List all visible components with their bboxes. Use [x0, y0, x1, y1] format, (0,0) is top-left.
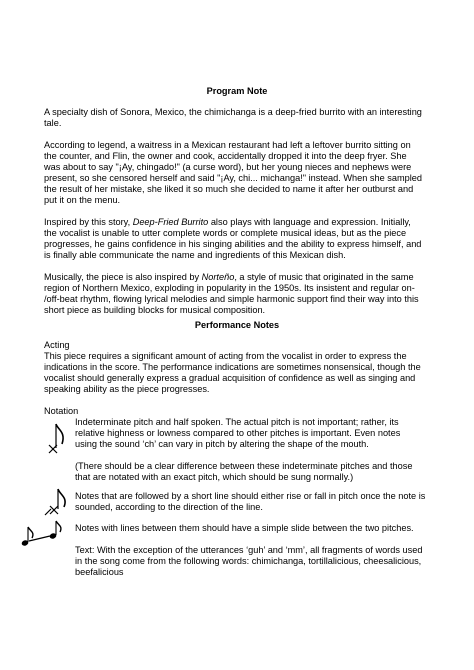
note3-line-1: Notes with lines between them should have a simple slide between the two pitches.	[75, 523, 414, 533]
para3-line-3: progresses, he gains confidence in his singing abilities and the ability to express himself, and	[44, 239, 422, 249]
text-note-line-2: in the song come from the following words: chimichanga, tortillalicious, cheesalicious,	[75, 556, 422, 566]
note1b-line-2: that are notated with an exact pitch, which should be sung normally.)	[75, 472, 354, 482]
para3-line-4: is finally able communicate the name and ingredients of this Mexican dish.	[44, 250, 346, 260]
note1-line-3: using the sound ‘ch’ can vary in pitch by altering the shape of the mouth.	[75, 439, 369, 449]
note1-line-1: Indeterminate pitch and half spoken. The actual pitch is not important; rather, its	[75, 417, 399, 427]
para3-line-1	[44, 217, 411, 228]
norteno-term: Norteño	[201, 272, 235, 282]
x-notehead-eighth-note-icon	[46, 422, 68, 458]
text-note-line-3: beefalicious	[75, 567, 124, 577]
note1b-line-1: (There should be a clear difference between these indeterminate pitches and those	[75, 461, 413, 471]
acting-line-3: vocalist should generally express a gradual acquisition of confidence as well as singing and	[44, 373, 416, 383]
para2-line-6: put it on the menu.	[44, 195, 121, 205]
para3-line-2: the vocalist is unable to utter complete words or complete musical ideas, but as the piece	[44, 228, 407, 238]
para4-line-3: /off-beat rhythm, flowing lyrical melodies and simple harmonic support find their way into this	[44, 294, 419, 304]
para2-line-4: present, so she censored herself and said "¡Ay, chi... michanga!" instead. When she sampled	[44, 173, 422, 183]
acting-line-4: speaking ability as the piece progresses.	[44, 384, 210, 394]
para2-line-5: the result of her mistake, she liked it so much she decided to name it after her outburst and	[44, 184, 414, 194]
para3-line-1-end: also plays with language and expression. Initially,	[208, 217, 411, 227]
acting-line-2: indications in the score. The performance indications are sometimes nonsensical, though the	[44, 362, 421, 372]
notation-heading: Notation	[44, 406, 79, 416]
para1-line-2: tale.	[44, 118, 62, 128]
para4-line-4: short piece as building blocks for musical composition.	[44, 305, 266, 315]
para2-line-1: According to legend, a waitress in a Mexican restaurant had left a leftover burrito sitting on	[44, 140, 411, 150]
para2-line-2: the counter, and Flin, the owner and cook, accidentally dropped it into the deep fryer. She	[44, 151, 407, 161]
piece-title: Deep-Fried Burrito	[132, 217, 209, 227]
acting-heading: Acting	[44, 340, 70, 350]
note1-line-2: relative highness or lowness compared to other pitches is important. Even notes	[75, 428, 401, 438]
two-eighth-notes-with-slide-line-icon	[20, 519, 66, 549]
text-note-line-1: Text: With the exception of the utterances ‘guh’ and ‘mm’, all fragments of words used	[75, 545, 423, 555]
performance-notes-heading: Performance Notes	[194, 320, 280, 330]
para2-line-3: was about to say "¡Ay, chingado!" (a curse word), but her young nieces and nephews were	[44, 162, 412, 172]
para4-line-1-end: , a style of music that originated in the same	[234, 272, 414, 282]
x-notehead-eighth-note-with-line-icon	[44, 487, 72, 519]
acting-line-1: This piece requires a significant amount of acting from the vocalist in order to express the	[44, 351, 407, 361]
note2-line-1: Notes that are followed by a short line should either rise or fall in pitch once the note is	[75, 491, 426, 501]
para4-line-1	[44, 272, 414, 283]
para3-line-1-start: Inspired by this story,	[44, 217, 133, 227]
para4-line-2: region of Northern Mexico, exploding in popularity in the 1950s. Its insistent and regular on-	[44, 283, 415, 293]
note2-line-2: sounded, according to the direction of the line.	[75, 502, 263, 512]
program-note-heading: Program Note	[206, 86, 268, 96]
para1-line-1: A specialty dish of Sonora, Mexico, the chimichanga is a deep-fried burrito with an interesting	[44, 107, 422, 117]
para4-line-1-start: Musically, the piece is also inspired by	[44, 272, 202, 282]
